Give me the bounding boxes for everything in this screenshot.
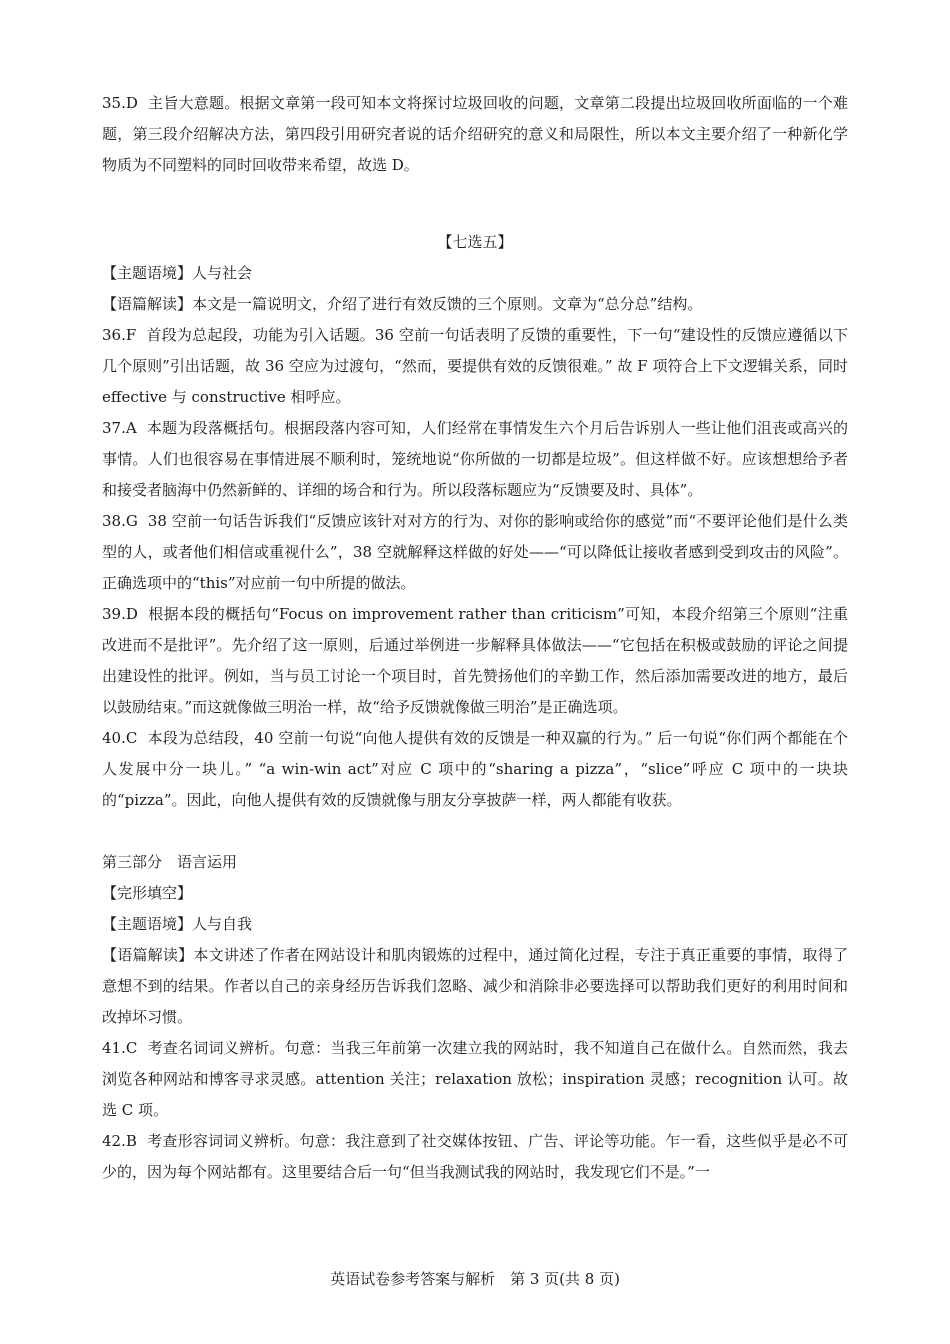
answer-explanation: 本题为段落概括句。根据段落内容可知，人们经常在事情发生六个月后告诉别人一些让他们沮丧或高兴的事情。人们也很容易在事情进展不顺利时，笼统地说“你所做的一切都是垃圾”。但这样做不好。应该想想给予者和接受者脑海中仍然新鲜的、详细的场合和行为。所以段落标题应为“反馈要及时、具体”。: [102, 419, 848, 499]
page-footer: 英语试卷参考答案与解析 第 3 页(共 8 页): [330, 1270, 620, 1288]
answer-explanation: 考查名词词义辨析。句意：当我三年前第一次建立我的网站时，我不知道自己在做什么。自然而然，我去浏览各种网站和博客寻求灵感。attention 关注；relaxation 放松；inspiration 灵感；recognition 认可。故选 C 项。: [102, 1039, 848, 1119]
answer-number: 42.B: [102, 1132, 137, 1150]
answer-number: 38.G: [102, 512, 138, 530]
answer-36: [102, 320, 848, 413]
answer-39: [102, 599, 848, 723]
answer-explanation: 考查形容词词义辨析。句意：我注意到了社交媒体按钮、广告、评论等功能。乍一看，这些似乎是必不可少的，因为每个网站都有。这里要结合后一句“但当我测试我的网站时，我发现它们不是。”一: [102, 1132, 848, 1181]
answer-42: [102, 1126, 848, 1188]
passage-interpretation: 【语篇解读】本文讲述了作者在网站设计和肌肉锻炼的过程中，通过简化过程，专注于真正重要的事情，取得了意想不到的结果。作者以自己的亲身经历告诉我们忽略、减少和消除非必要选择可以帮助我们更好的利用时间和改掉坏习惯。: [102, 946, 848, 1026]
answer-40: [102, 723, 848, 816]
answer-number: 35.D: [102, 94, 138, 112]
answer-number: 41.C: [102, 1039, 138, 1057]
answer-38: [102, 506, 848, 599]
passage-interpretation: 【语篇解读】本文是一篇说明文，介绍了进行有效反馈的三个原则。文章为“总分总”结构。: [102, 295, 703, 313]
answer-41: [102, 1033, 848, 1126]
answer-explanation: 首段为总起段，功能为引入话题。36 空前一句话表明了反馈的重要性，下一句“建设性的反馈应遵循以下几个原则”引出话题，故 36 空应为过渡句，“然而，要提供有效的反馈很难。” 故 F 项符合上下文逻辑关系，同时 effective 与 constructive 相呼应。: [102, 326, 848, 406]
answer-explanation: 本段为总结段，40 空前一句说“向他人提供有效的反馈是一种双赢的行为。” 后一句说“你们两个都能在个人发展中分一块儿。” “a win-win act”对应 C 项中的“sharing a pizza”，“slice”呼应 C 项中的一块块的“pizza”。因此，向他人提供有效的反馈就像与朋友分享披萨一样，两人都能有收获。: [102, 729, 849, 809]
answer-number: 40.C: [102, 729, 138, 747]
theme-context: 【主题语境】人与自我: [102, 915, 253, 933]
section-title-seven-five: 【七选五】: [437, 233, 513, 251]
cloze-title: 【完形填空】: [102, 884, 193, 902]
answer-number: 39.D: [102, 605, 138, 623]
page-content: [102, 88, 848, 1188]
answer-37: [102, 413, 848, 506]
answer-explanation: 主旨大意题。根据文章第一段可知本文将探讨垃圾回收的问题，文章第二段提出垃圾回收所面临的一个难题，第三段介绍解决方法，第四段引用研究者说的话介绍研究的意义和局限性，所以本文主要介绍了一种新化学物质为不同塑料的同时回收带来希望，故选 D。: [102, 94, 848, 174]
answer-number: 36.F: [102, 326, 137, 344]
answer-explanation: 38 空前一句话告诉我们“反馈应该针对对方的行为、对你的影响或给你的感觉”而“不要评论他们是什么类型的人，或者他们相信或重视什么”，38 空就解释这样做的好处——“可以降低让接收者感到受到攻击的风险”。正确选项中的“this”对应前一句中所提的做法。: [102, 512, 848, 592]
part-three-title: 第三部分 语言运用: [102, 853, 238, 871]
answer-explanation: 根据本段的概括句“Focus on improvement rather than criticism”可知，本段介绍第三个原则“注重改进而不是批评”。先介绍了这一原则，后通过举例进一步解释具体做法——“它包括在积极或鼓励的评论之间提出建设性的批评。例如，当与员工讨论一个项目时，首先赞扬他们的辛勤工作，然后添加需要改进的地方，最后以鼓励结束。”而这就像做三明治一样，故“给予反馈就像做三明治”是正确选项。: [102, 605, 848, 716]
answer-35: [102, 88, 848, 181]
answer-number: 37.A: [102, 419, 137, 437]
theme-context: 【主题语境】人与社会: [102, 264, 253, 282]
